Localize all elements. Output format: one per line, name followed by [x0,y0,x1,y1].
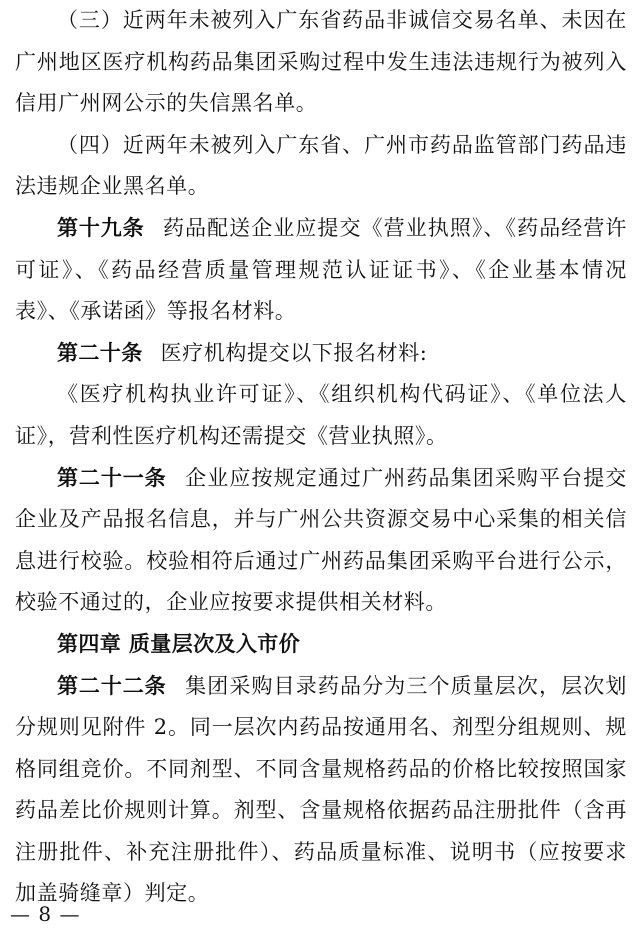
article-22 [15,666,627,916]
article-20-label: 第二十条 [57,340,143,365]
article-22-label: 第二十二条 [57,673,167,698]
article-21 [15,458,627,624]
article-20 [15,333,627,375]
page-number: — 8 — [10,902,81,926]
article-22-text: 集团采购目录药品分为三个质量层次，层次划分规则见附件 2。同一层次内药品按通用名、剂型分组规则、规格同组竞价。不同剂型、不同含量规格药品的价格比较按照国家药品差比价规则计算。剂型、含量规格依据药品注册批件（含再注册批件、补充注册批件）、药品质量标准、说明书（应按要求加盖骑缝章）判定。 [15,673,628,906]
clause-four: （四）近两年未被列入广东省、广州市药品监管部门药品违法违规企业黑名单。 [15,132,627,199]
article-20-materials: 《医疗机构执业许可证》、《组织机构代码证》、《单位法人证》，营利性医疗机构还需提交《营业执照》。 [15,382,627,448]
article-19-text: 药品配送企业应提交《营业执照》、《药品经营许可证》、《药品经营质量管理规范认证证书》、《企业基本情况表》、《承诺函》等报名材料。 [15,215,627,324]
chapter-heading: 第四章 质量层次及入市价 [57,631,301,656]
article-19 [15,208,627,333]
article-21-label: 第二十一条 [57,465,167,490]
article-20-text: 医疗机构提交以下报名材料: [160,340,428,365]
article-19-label: 第十九条 [57,215,145,240]
article-21-text: 企业应按规定通过广州药品集团采购平台提交企业及产品报名信息，并与广州公共资源交易中心采集的相关信息进行校验。校验相符后通过广州药品集团采购平台进行公示，校验不通过的，企业应按要求提供相关材料。 [15,465,628,615]
clause-three: （三）近两年未被列入广东省药品非诚信交易名单、未因在广州地区医疗机构药品集团采购过程中发生违法违规行为被列入信用广州网公示的失信黑名单。 [15,8,627,116]
document-page [15,0,627,915]
